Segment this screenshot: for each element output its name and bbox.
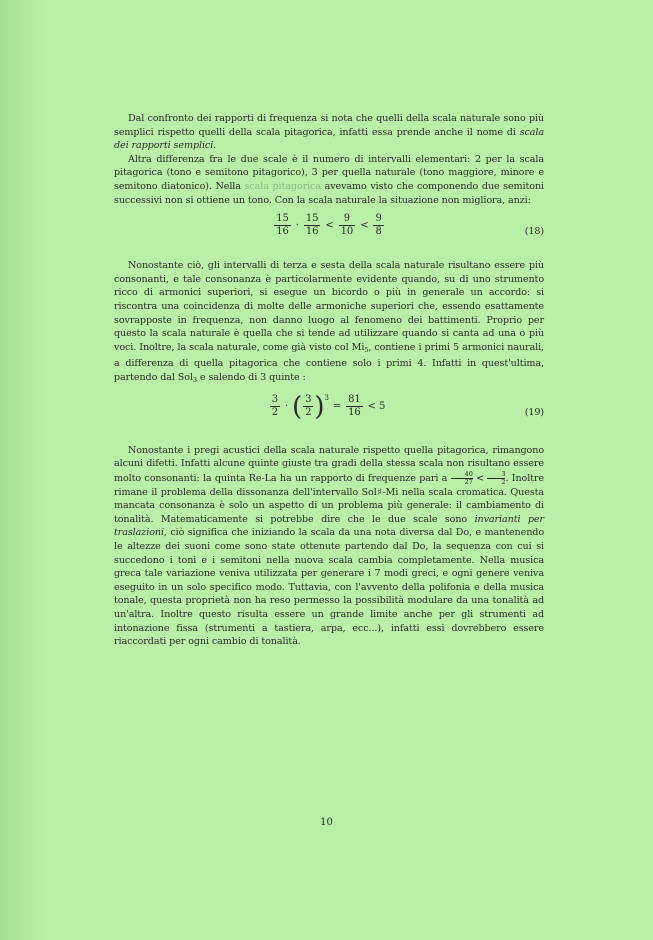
eq19-exponent: 3	[324, 393, 329, 402]
p4-fraction-1-denominator: 27	[464, 477, 473, 486]
paragraph-3-text-a: Nonostante ciò, gli intervalli di terza e sesta della scala naturale risultano essere più consonanti, e tale consonanza è particolarmente evidente quando, su di uno strumento ricco di armonici superiori, si esegue un bicordo o più in generale un accordo: si riscontra una coincidenza di molte delle armoniche superiori che, essendo esattamente sovrapposte in frequenza, non danno luogo al fenomeno dei battimenti. Proprio per questo la scala naturale è quella che si tende ad utilizzare quando si canta ad una o più voci. Inoltre, la scala naturale, come già visto col Mi	[114, 260, 544, 353]
eq19-less-than-five: < 5	[367, 400, 386, 412]
equation-19-body	[114, 391, 544, 422]
eq18-less-than-2: <	[360, 219, 369, 231]
eq18-a-numerator: 15	[276, 213, 289, 225]
eq19-right-paren: )	[314, 391, 325, 422]
eq19-fraction-a	[270, 394, 280, 419]
eq19-c-denominator: 16	[348, 407, 361, 418]
paragraph-4-fraction-2	[487, 471, 505, 486]
paragraph-3-subscript-2: 3	[192, 375, 197, 384]
eq19-b-denominator: 2	[305, 407, 312, 418]
eq18-d-denominator: 8	[375, 226, 382, 238]
paragraph-2-text-a: Altra differenza fra le due scale è il numero di intervalli elementari: 2 per la scala pitagorica (tono e semitono pitagorico), 3 per quella naturale (tono maggiore, minore e semitono diatonico). Nella	[114, 153, 544, 192]
page-binding-shadow	[0, 0, 44, 940]
paragraph-3-subscript-1: 5	[364, 345, 369, 354]
document-body	[114, 112, 544, 649]
p4-fraction-1-numerator: 40	[451, 471, 473, 479]
p4-fraction-2-denominator: 2	[501, 477, 506, 486]
eq19-a-denominator: 2	[271, 407, 278, 418]
equation-18	[114, 213, 544, 253]
paragraph-2	[114, 153, 544, 207]
eq18-fraction-a	[274, 213, 291, 238]
paragraph-2-text-b: avevamo visto che componendo due semitoni successivi non si ottiene un tono. Con la scala naturale la situazione non migliora, anzi:	[114, 180, 545, 206]
paragraph-3	[114, 259, 544, 387]
eq19-fraction-c	[346, 394, 363, 419]
paragraph-1-emphasis: scala dei rapporti semplici.	[114, 126, 544, 152]
eq18-b-denominator: 16	[305, 226, 319, 238]
paragraph-4-less-than: <	[472, 472, 488, 484]
paragraph-4-text-c: , ciò significa che iniziando la scala da una nota diversa dal Do, e mantenendo le altezze dei suoni come sono state ottenute partendo dal Do, la sequenza con cui si succedono i toni e i semitoni nella nuova scala cambia completamente. Nella musica greca tale variazione veniva utilizzata per generare i 7 modi greci, e ogni genere veniva eseguito in un solo specifico modo. Tuttavia, con l'avvento della polifonia e della musica tonale, questa proprietà non ha reso permesso la possibilità modulare da una tonalità ad un'altra. Inoltre questo risulta essere un grande limite anche per gli strumenti ad intonazione fissa (strumenti a tastiera, arpa, ecc...), infatti essi dovrebbero essere riaccordati per ogni cambio di tonalità.	[114, 527, 544, 648]
paragraph-1-text: Dal confronto dei rapporti di frequenza si nota che quelli della scala naturale sono più semplici rispetto quelli della scala pitagorica, infatti essa prende anche il nome di	[114, 113, 544, 138]
paragraph-1	[114, 112, 544, 153]
equation-19	[114, 391, 544, 438]
equation-18-body	[114, 213, 544, 238]
eq18-dot: ·	[295, 219, 299, 231]
eq19-a-numerator: 3	[271, 394, 278, 405]
paragraph-4-text-b: . Inoltre rimane il problema della dissonanza dell'intervallo Sol♯-Mi nella scala cromatica. Questa mancata consonanza è solo un aspetto di un problema più generale: il cambiamento di tonalità. Matematicamente si potrebbe dire che le due scale sono	[114, 472, 544, 525]
paragraph-2-faded-text: scala pitagorica	[244, 180, 321, 192]
p4-fraction-2-numerator: 3	[487, 471, 505, 479]
paragraph-4-text-a: Nonostante i pregi acustici della scala naturale rispetto quella pitagorica, rimangono alcuni difetti. Infatti alcune quinte giuste tra gradi della stessa scala non risultano essere molto consonanti: la quinta Re-La ha un rapporto di frequenze pari a	[114, 444, 544, 484]
paragraph-3-text-b: , contiene i primi 5 armonici naurali, a differenza di quella pitagorica che contiene solo i primi 4. Infatti in quest'ultima, partendo dal Sol	[114, 341, 544, 383]
paragraph-4-emphasis: invarianti per traslazioni	[114, 513, 544, 539]
eq18-fraction-b	[304, 213, 321, 238]
eq18-d-numerator: 9	[375, 213, 382, 225]
paragraph-3-text-c: e salendo di 3 quinte :	[196, 371, 306, 383]
eq18-fraction-d	[373, 213, 383, 238]
eq19-b-numerator: 3	[305, 394, 312, 405]
equation-19-number: (19)	[524, 406, 544, 418]
paragraph-4	[114, 444, 544, 649]
eq18-b-numerator: 15	[305, 213, 319, 225]
eq19-left-paren: (	[292, 391, 303, 422]
eq19-equals: =	[332, 400, 342, 412]
paragraph-4-fraction-1	[451, 471, 473, 486]
eq19-dot: ·	[285, 400, 289, 412]
eq18-less-than-1: <	[325, 219, 334, 231]
eq19-fraction-b	[303, 394, 313, 419]
eq19-c-numerator: 81	[348, 394, 361, 405]
eq18-fraction-c	[339, 213, 356, 238]
page-number: 10	[320, 817, 333, 828]
equation-18-number: (18)	[524, 226, 544, 238]
eq18-c-numerator: 9	[339, 213, 356, 226]
eq18-c-denominator: 10	[340, 226, 354, 238]
eq18-a-denominator: 16	[276, 226, 289, 238]
